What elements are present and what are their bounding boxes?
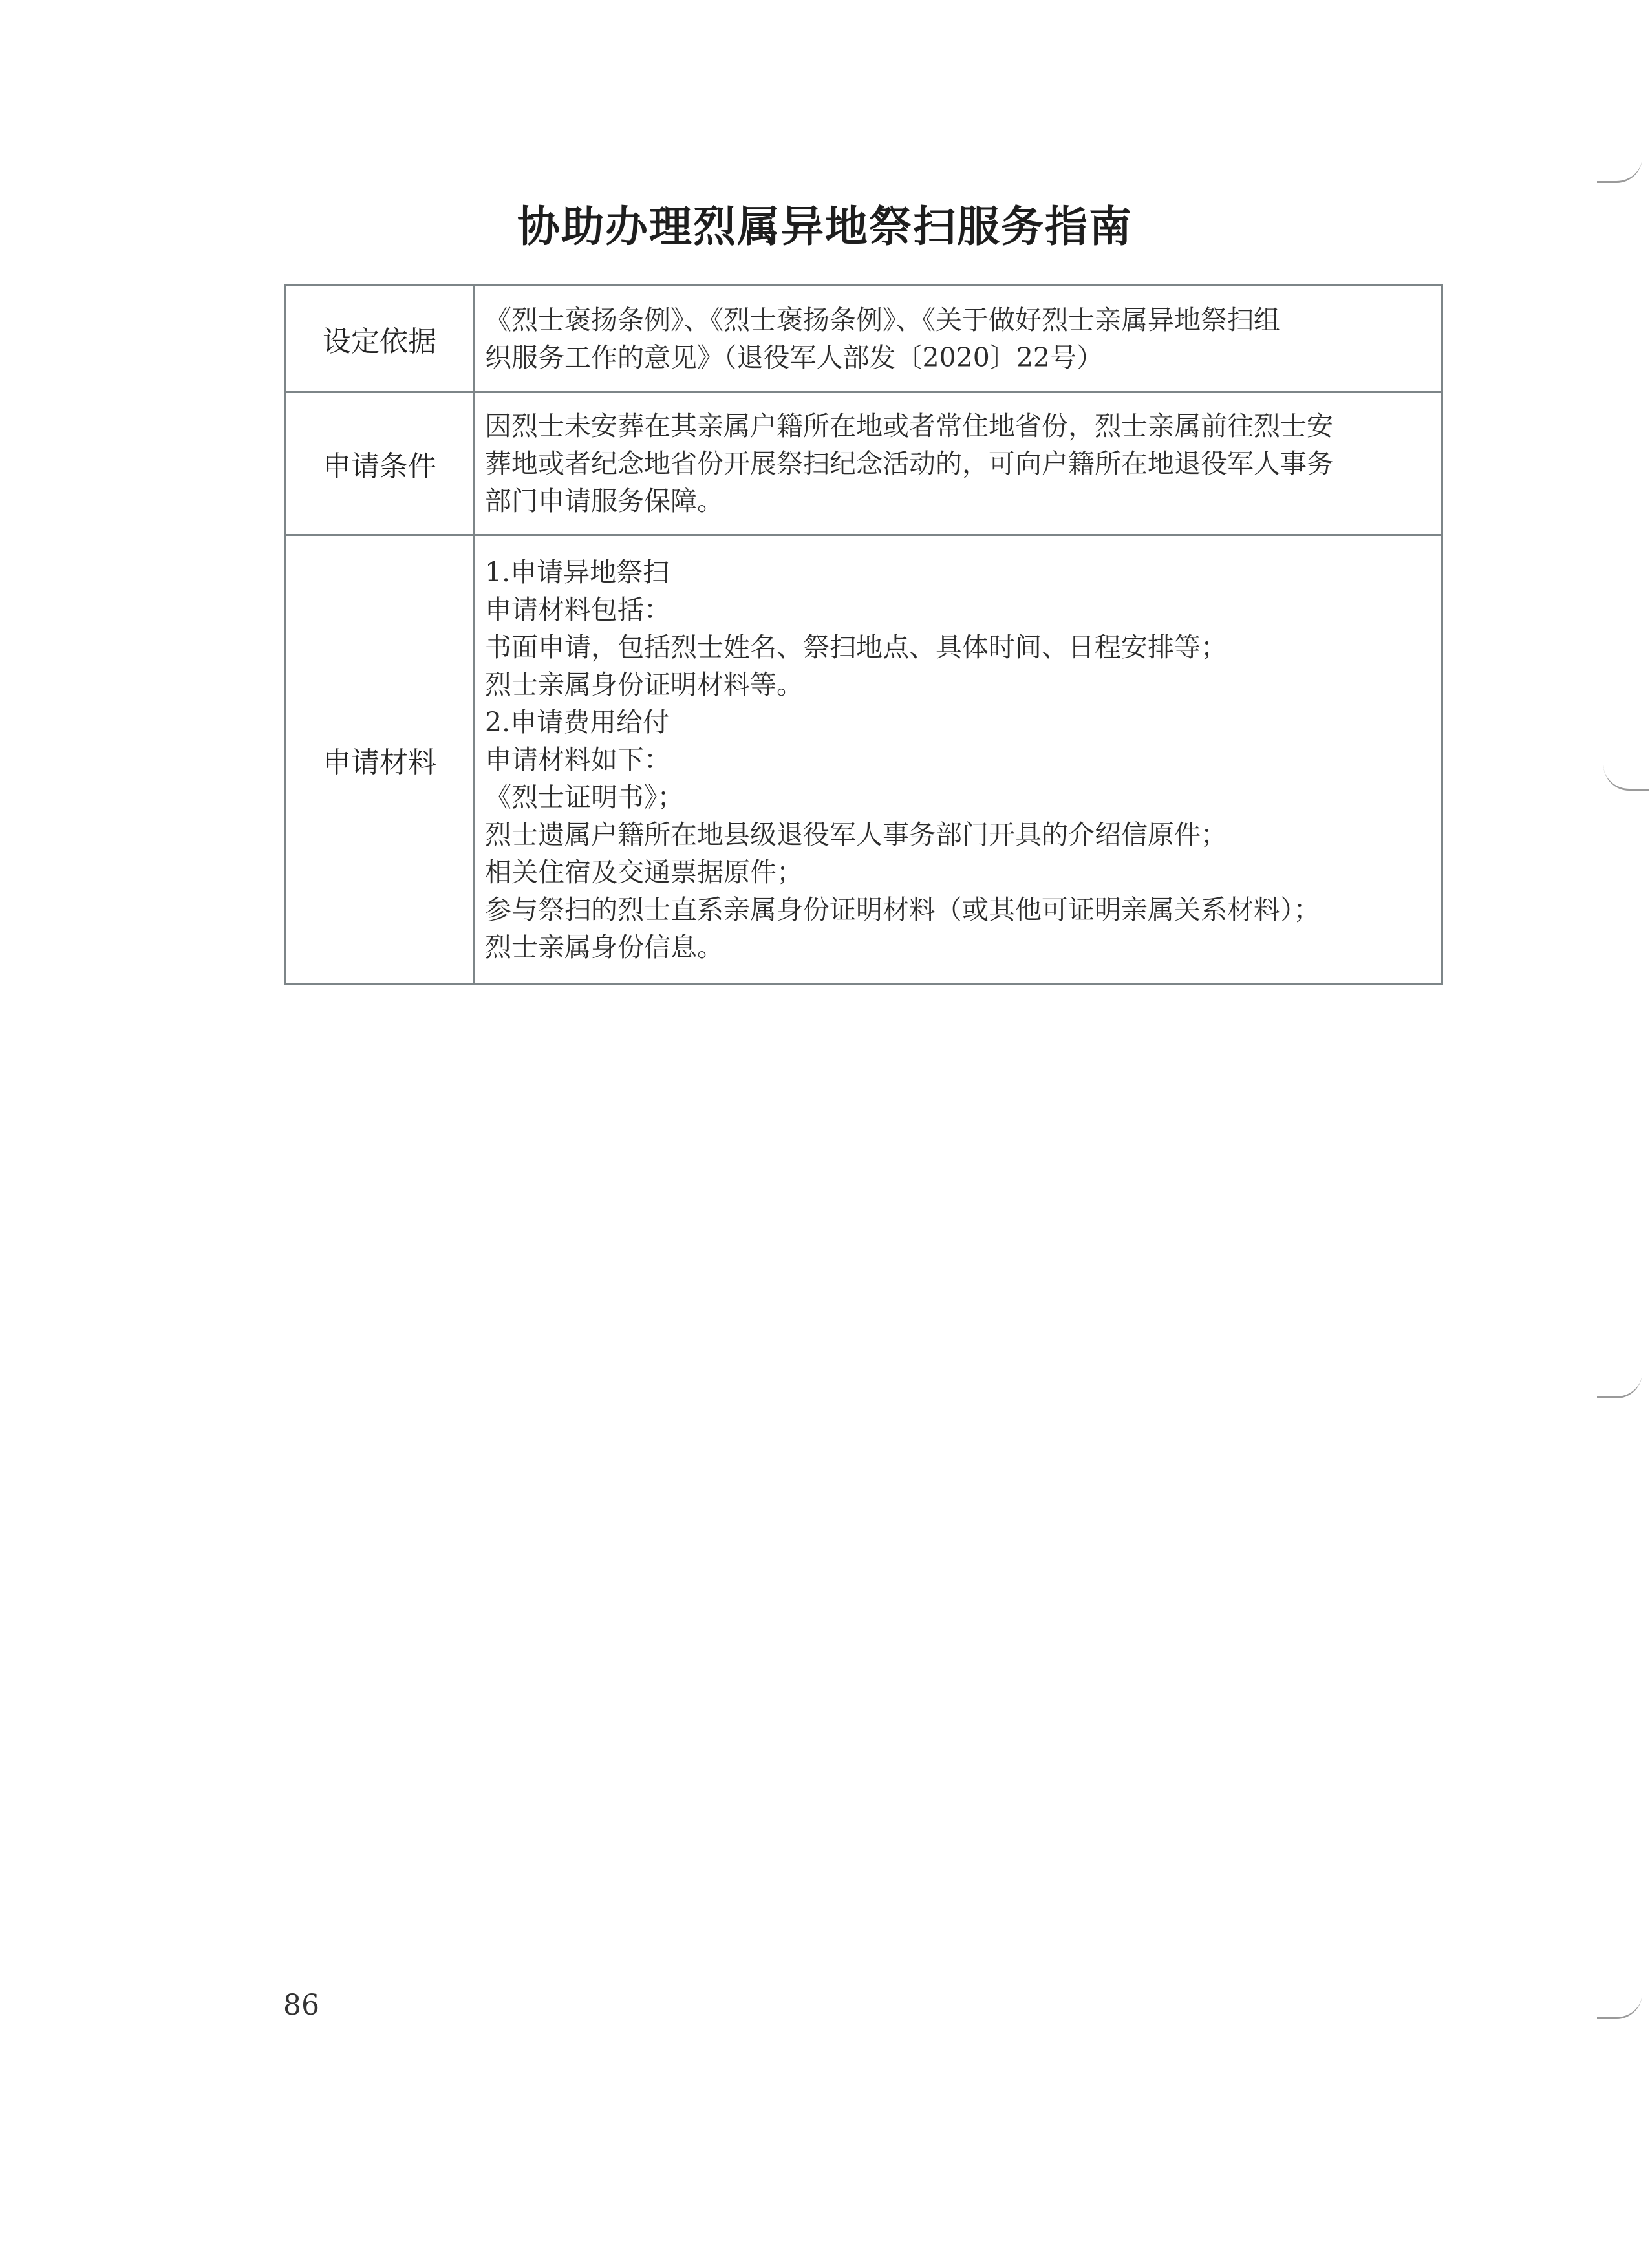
row-label-legal-basis: 设定依据: [286, 286, 474, 392]
content-line: 2.申请费用给付: [485, 707, 670, 738]
content-line: 烈士遗属户籍所在地县级退役军人事务部门开具的介绍信原件；: [485, 819, 1227, 850]
content-line: 申请材料包括：: [485, 594, 670, 625]
content-line: 书面申请，包括烈士姓名、祭扫地点、具体时间、日程安排等；: [485, 632, 1227, 663]
content-line: 相关住宿及交通票据原件；: [485, 857, 803, 888]
scan-mark: [1597, 155, 1642, 183]
table-row-conditions: [286, 392, 1442, 535]
content-line: 参与祭扫的烈士直系亲属身份证明材料（或其他可证明亲属关系材料）；: [485, 894, 1320, 925]
content-line: 烈士亲属身份信息。: [485, 932, 723, 963]
service-guide-table: [284, 284, 1443, 985]
content-line: 《烈士证明书》；: [485, 782, 684, 813]
content-line: 因烈士未安葬在其亲属户籍所在地或者常住地省份，烈士亲属前往烈士安: [485, 411, 1333, 442]
scan-mark: [1597, 1991, 1642, 2019]
page-number: 86: [283, 1989, 319, 2022]
content-line: 申请材料如下：: [485, 744, 670, 775]
row-content-legal-basis: [474, 286, 1442, 392]
content-line: 1.申请异地祭扫: [485, 557, 670, 588]
content-line: 部门申请服务保障。: [485, 486, 723, 517]
row-label-conditions: 申请条件: [286, 392, 474, 535]
table-row-legal-basis: [286, 286, 1442, 392]
row-content-conditions: [474, 392, 1442, 535]
content-line: 《烈士褒扬条例》、《烈士褒扬条例》、《关于做好烈士亲属异地祭扫组: [485, 305, 1280, 336]
scan-mark: [1603, 763, 1649, 791]
content-line: 烈士亲属身份证明材料等。: [485, 669, 803, 700]
row-label-materials: 申请材料: [286, 535, 474, 985]
page-title: 协助办理烈属异地祭扫服务指南: [517, 202, 1133, 251]
row-content-materials: [474, 535, 1442, 985]
scan-mark: [1597, 1371, 1642, 1398]
content-line: 葬地或者纪念地省份开展祭扫纪念活动的，可向户籍所在地退役军人事务: [485, 448, 1333, 479]
content-line: 织服务工作的意见》（退役军人部发〔2020〕22号）: [485, 342, 1104, 373]
table-row-materials: [286, 535, 1442, 985]
